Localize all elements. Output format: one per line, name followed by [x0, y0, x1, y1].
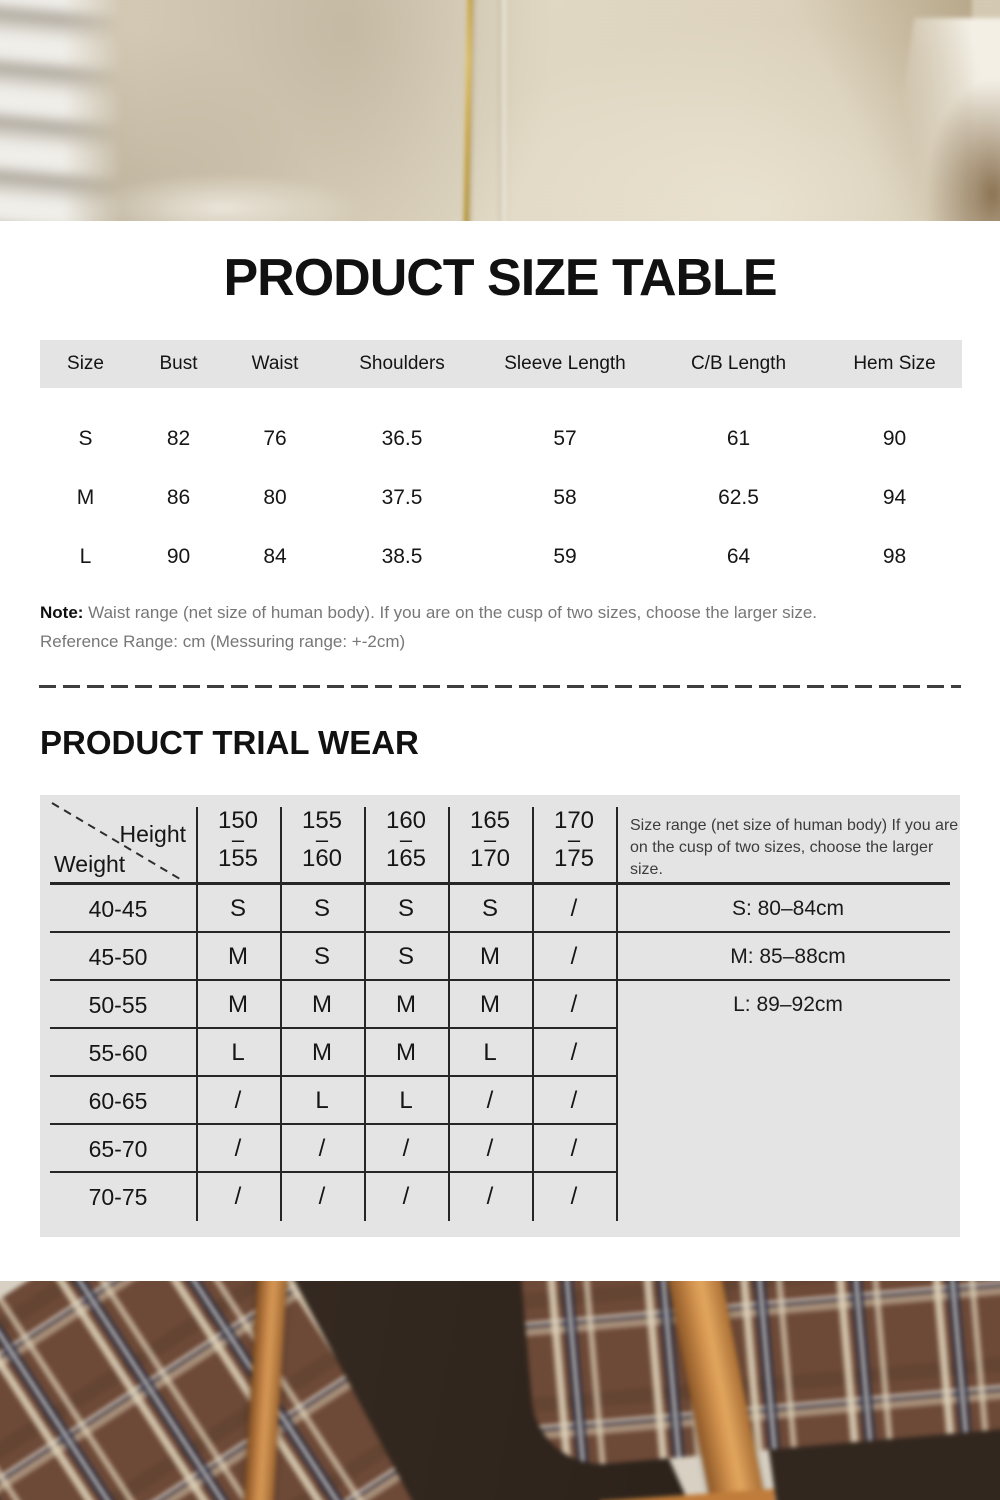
size-cell: M — [480, 991, 500, 1018]
sleeve-value: 57 — [553, 426, 577, 450]
size-cell: / — [570, 1135, 578, 1162]
range-top: 150 — [217, 807, 259, 834]
height-range-header — [196, 807, 280, 872]
size-cell: / — [486, 1135, 494, 1162]
table-row — [40, 527, 962, 586]
size-cell: L — [315, 1087, 329, 1114]
size-cell: / — [570, 1039, 578, 1066]
table-row — [40, 468, 962, 527]
weight-range: 65-70 — [88, 1135, 148, 1162]
size-cell: / — [234, 1135, 242, 1162]
range-dash: – — [399, 827, 413, 852]
dashed-divider — [39, 685, 961, 688]
waist-value: 76 — [263, 426, 287, 450]
size-table-note — [40, 598, 960, 656]
size-label: L — [79, 544, 92, 568]
size-cell: M — [228, 943, 248, 970]
size-cell: / — [570, 991, 578, 1018]
hem-value: 90 — [882, 426, 907, 450]
size-cell: / — [570, 1087, 578, 1114]
size-cell: / — [570, 895, 578, 922]
cb-value: 64 — [726, 544, 751, 568]
size-range-value: S: 80–84cm — [731, 897, 845, 920]
col-header-cb-length: C/B Length — [690, 353, 787, 374]
shoulders-value: 37.5 — [381, 485, 423, 509]
size-table-title: PRODUCT SIZE TABLE — [223, 249, 777, 307]
waist-value: 80 — [263, 485, 287, 509]
size-cell: / — [234, 1183, 242, 1210]
weight-range: 40-45 — [88, 895, 148, 922]
range-bottom: 155 — [217, 845, 259, 872]
range-dash: – — [231, 827, 245, 852]
size-cell: M — [312, 991, 332, 1018]
product-photo-top — [0, 0, 1000, 221]
height-range-header — [280, 807, 364, 872]
trial-wear-table — [40, 795, 960, 1237]
cb-value: 62.5 — [718, 485, 759, 509]
trial-wear-title: PRODUCT TRIAL WEAR — [40, 724, 419, 761]
size-range-value: M: 85–88cm — [730, 945, 846, 968]
light-glow — [83, 173, 363, 221]
size-cell: / — [318, 1183, 326, 1210]
size-cell: L — [231, 1039, 245, 1066]
note-line-1 — [40, 598, 960, 627]
size-cell: S — [397, 943, 414, 970]
range-dash: – — [483, 827, 497, 852]
product-photo-bottom — [0, 1281, 1000, 1500]
range-bottom: 165 — [385, 845, 427, 872]
col-header-hem-size: Hem Size — [853, 353, 936, 374]
size-cell: M — [228, 991, 248, 1018]
size-cell: / — [234, 1087, 242, 1114]
cb-value: 61 — [726, 426, 751, 450]
size-cell: S — [481, 895, 498, 922]
bust-value: 86 — [166, 485, 191, 509]
note-label: Note: — [40, 603, 84, 622]
weight-range: 45-50 — [88, 943, 148, 970]
range-top: 165 — [469, 807, 511, 834]
trial-side-note: Size range (net size of human body) If you are on the cusp of two sizes, choose the larger size. — [630, 817, 959, 878]
size-cell: M — [396, 991, 416, 1018]
weight-range: 70-75 — [88, 1183, 148, 1210]
size-cell: L — [399, 1087, 413, 1114]
size-cell: S — [313, 943, 330, 970]
range-top: 155 — [301, 807, 343, 834]
size-cell: S — [229, 895, 246, 922]
waist-value: 84 — [263, 544, 287, 568]
col-header-size: Size — [67, 353, 104, 374]
weight-range: 55-60 — [88, 1039, 148, 1066]
size-cell: / — [570, 943, 578, 970]
size-cell: / — [318, 1135, 326, 1162]
table-row — [40, 409, 962, 468]
range-top: 170 — [553, 807, 595, 834]
hem-value: 94 — [882, 485, 907, 509]
size-cell: S — [313, 895, 330, 922]
size-cell: / — [570, 1183, 578, 1210]
trial-table-body — [40, 885, 656, 1221]
weight-range: 50-55 — [88, 991, 148, 1018]
size-cell: L — [483, 1039, 497, 1066]
col-header-sleeve-length: Sleeve Length — [504, 353, 626, 374]
weight-range: 60-65 — [88, 1087, 148, 1114]
sleeve-value: 58 — [553, 485, 577, 509]
hem-value: 98 — [882, 544, 907, 568]
shoulders-value: 36.5 — [381, 426, 423, 450]
photo-bottom-art — [0, 1281, 1000, 1500]
size-table-body — [40, 409, 962, 586]
height-axis-label: Height — [119, 821, 186, 847]
size-cell: M — [480, 943, 500, 970]
size-cell: M — [312, 1039, 332, 1066]
size-cell: / — [486, 1087, 494, 1114]
size-cell: / — [402, 1183, 410, 1210]
size-label: S — [78, 426, 93, 450]
size-table-header-row — [40, 340, 962, 388]
hair — [876, 58, 1000, 221]
photo-top-art — [0, 0, 1000, 221]
size-cell: M — [396, 1039, 416, 1066]
range-bottom: 175 — [553, 845, 595, 872]
bust-value: 82 — [166, 426, 191, 450]
size-label: M — [76, 485, 95, 509]
sleeve-value: 59 — [553, 544, 577, 568]
range-top: 160 — [385, 807, 427, 834]
col-header-waist: Waist — [251, 353, 299, 374]
weight-axis-label: Weight — [54, 851, 126, 877]
size-cell: S — [397, 895, 414, 922]
size-cell: / — [486, 1183, 494, 1210]
col-header-shoulders: Shoulders — [359, 353, 445, 374]
size-range-value: L: 89–92cm — [733, 993, 843, 1016]
size-cell: / — [402, 1135, 410, 1162]
sweater-seam — [499, 0, 508, 221]
range-dash: – — [567, 827, 581, 852]
note-line-2: Reference Range: cm (Messuring range: +-2cm) — [40, 632, 406, 651]
height-range-header — [448, 807, 532, 872]
bust-value: 90 — [166, 544, 191, 568]
range-dash: – — [315, 827, 329, 852]
col-header-bust: Bust — [159, 353, 198, 374]
range-bottom: 170 — [469, 845, 511, 872]
note-text: Waist range (net size of human body). If you are on the cusp of two sizes, choose the larger size. — [83, 603, 818, 622]
shoulders-value: 38.5 — [381, 544, 423, 568]
height-range-header — [532, 807, 616, 872]
range-bottom: 160 — [301, 845, 343, 872]
height-range-header — [364, 807, 448, 872]
